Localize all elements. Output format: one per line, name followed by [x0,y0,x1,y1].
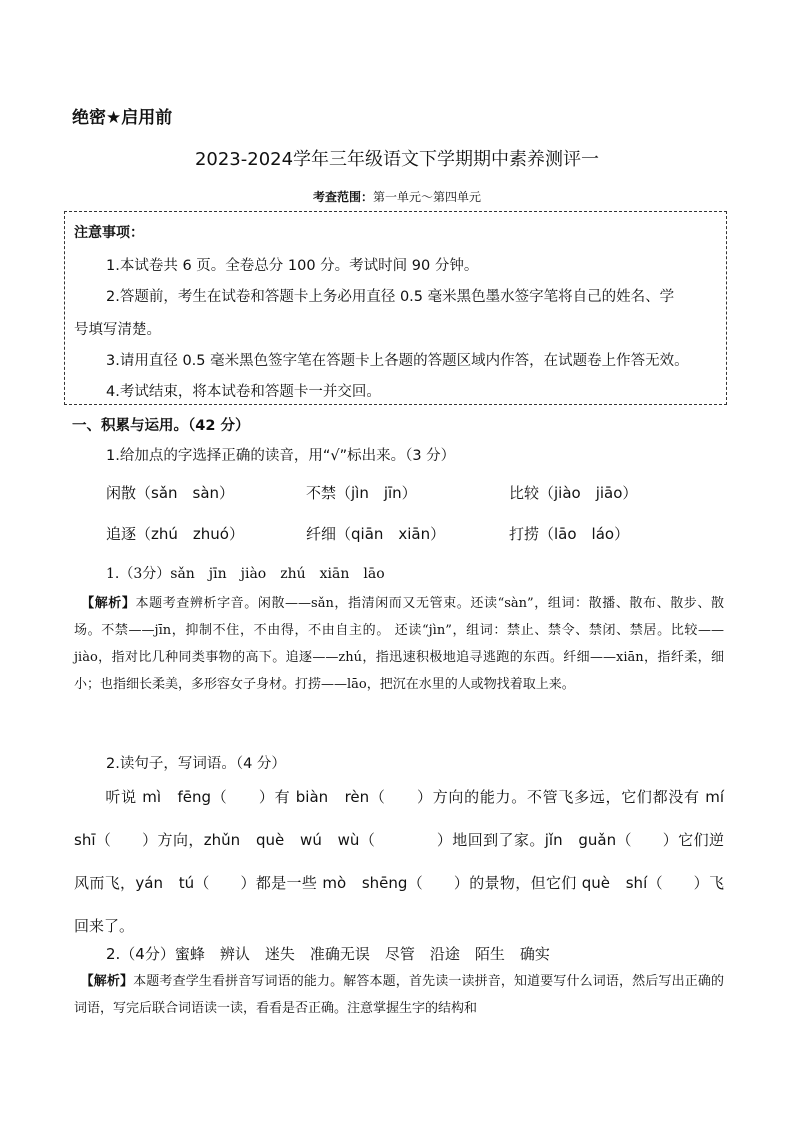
question-2-paragraph: 听说 mì fēng（ ）有 biàn rèn（ ）方向的能力。不管飞多远，它们都没有 mí shī（ ）方向，zhǔn què wú wù（ ）地回到了家。jǐn guǎn（ ）它们逆风而飞，yán tú（ ）都是一些 mò shēng（ ）的景物，但它们 què shí（ ）飞回来了。 [74,788,740,935]
pinyin-item: 闲散（sǎn sàn） [106,484,235,502]
analysis-1 [74,590,724,698]
scope-value: 第一单元～第四单元 [373,190,482,204]
answer-1: 1.（3分）sǎn jīn jiào zhú xiān lāo [106,566,385,582]
answer-2: 2.（4分）蜜蜂 辨认 迷失 准确无误 尽管 沿途 陌生 确实 [106,945,550,963]
pinyin-item: 不禁（jìn jīn） [306,484,417,502]
section-heading: 一、积累与运用。（42 分） [72,418,250,434]
analysis-2 [74,968,724,1022]
confidential-label: 绝密★启用前 [72,108,173,128]
notice-item-2: 2.答题前，考生在试卷和答题卡上务必用直径 0.5 毫米黑色墨水签字笔将自己的姓名、学 [106,289,675,305]
analysis-text: 本题考查学生看拼音写词语的能力。解答本题，首先读一读拼音，知道要写什么词语，然后写出正确的词语，写完后联合词语读一读，看看是否正确。注意掌握生字的结构和 [74,974,724,1016]
pinyin-item: 纤细（qiān xiān） [306,525,446,543]
pinyin-item: 打捞（lāo láo） [509,525,630,543]
exam-scope [0,188,794,205]
analysis-tag: 【解析】 [87,596,136,611]
pinyin-item: 比较（jiào jiāo） [509,484,638,502]
question-2-prompt: 2.读句子，写词语。（4 分） [106,756,286,772]
exam-title: 2023-2024学年三年级语文下学期期中素养测评一 [194,149,600,170]
notice-item-4: 4.考试结束，将本试卷和答题卡一并交回。 [106,384,381,400]
pinyin-item: 追逐（zhú zhuó） [106,525,244,543]
analysis-text: 本题考查辨析字音。闲散——sǎn，指清闲而又无管束。还读“sàn”，组词：散播、散布、散步、散场。不禁——jīn，抑制不住，不由得，不由自主的。 还读“jìn”，组词：禁止、禁令、禁闭、禁居。比较——jiào，指对比几种同类事物的高下。追逐——zhú，指迅速积极地追寻逃跑的东西。纤细——xiān，指纤柔，细小；也指细长柔美，多形容女子身材。打捞——lāo，把沉在水里的人或物找着取上来。 [74,596,724,692]
notice-heading: 注意事项： [74,225,144,241]
notice-item-1: 1.本试卷共 6 页。全卷总分 100 分。考试时间 90 分钟。 [106,258,479,274]
notice-box [64,211,727,405]
scope-label: 考查范围： [312,190,373,204]
notice-item-2-cont: 号填写清楚。 [74,322,161,338]
analysis-tag: 【解析】 [87,974,134,989]
notice-item-3: 3.请用直径 0.5 毫米黑色签字笔在答题卡上各题的答题区域内作答，在试题卷上作答无效。 [106,353,689,369]
question-1-prompt: 1.给加点的字选择正确的读音，用“√”标出来。（3 分） [106,448,456,464]
